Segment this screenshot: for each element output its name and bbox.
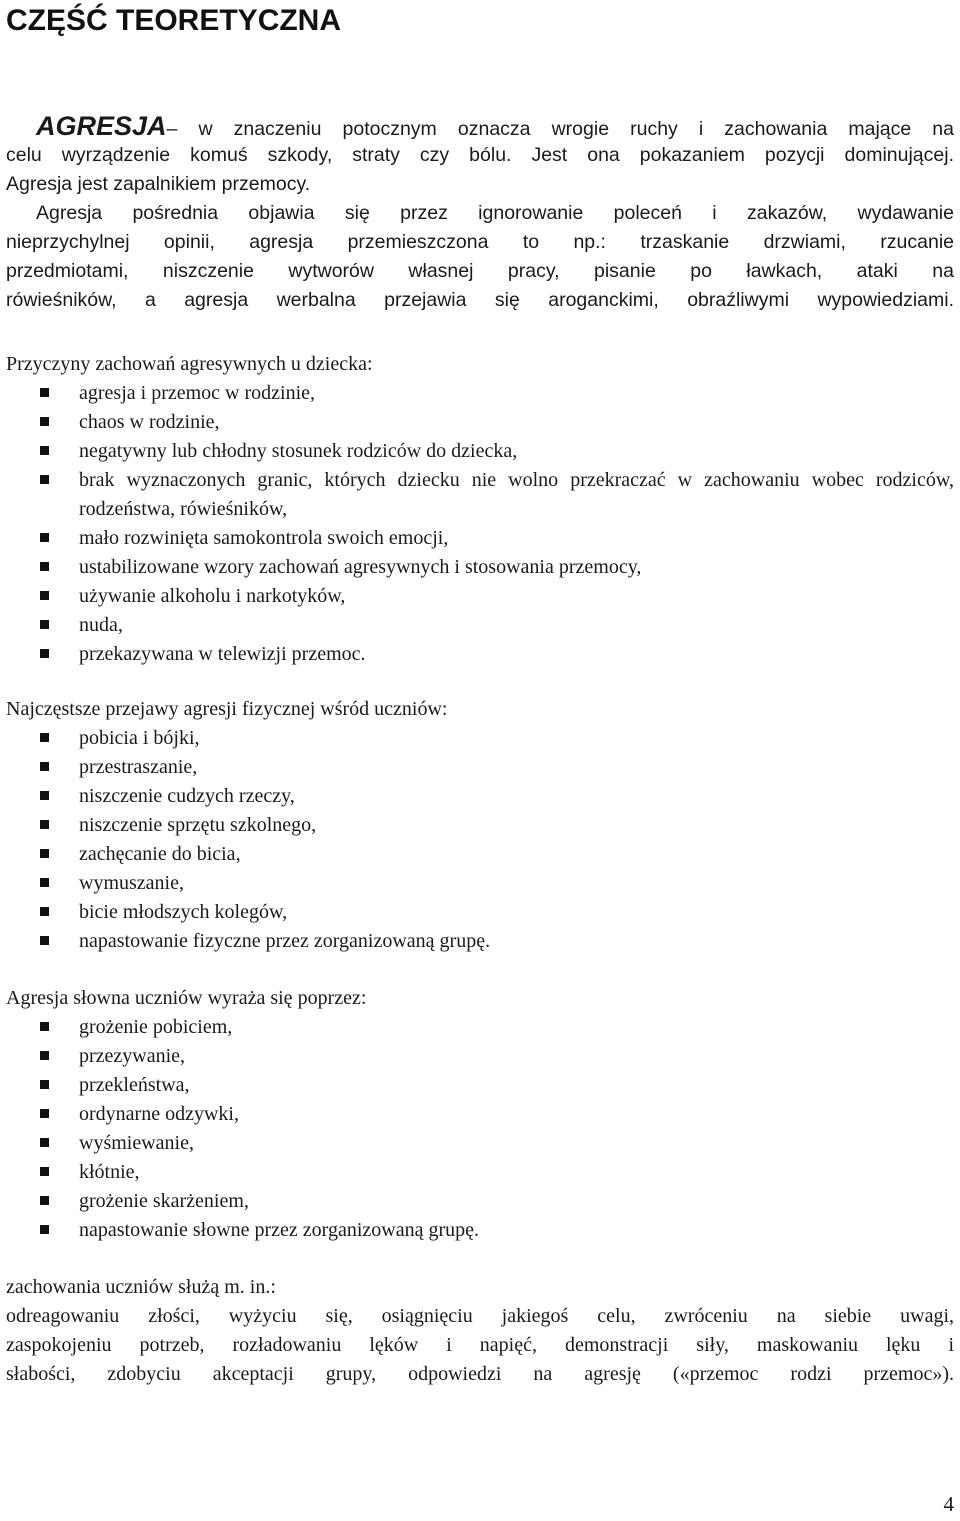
list-item: używanie alkoholu i narkotyków, [6,582,954,611]
list-item: wymuszanie, [6,869,954,898]
list-item: ustabilizowane wzory zachowań agresywnych i stosowania przemocy, [6,553,954,582]
intro-line-6: przedmiotami, niszczenie wytworów własnej pracy, pisanie po ławkach, ataki na [6,260,954,282]
physical-aggression-section [6,695,954,956]
list-item: nuda, [6,611,954,640]
bullet-square-icon [40,820,49,829]
bullet-square-icon [40,649,49,658]
causes-section [6,350,954,669]
bullet-square-icon [40,1109,49,1118]
list-item: grożenie skarżeniem, [6,1187,954,1216]
list-item: napastowanie fizyczne przez zorganizowaną grupę. [6,927,954,956]
bullet-square-icon [40,533,49,542]
page-number: 4 [943,1492,954,1516]
bullet-square-icon [40,878,49,887]
bullet-square-icon [40,936,49,945]
list-item: chaos w rodzinie, [6,408,954,437]
bullet-square-icon [40,907,49,916]
purpose-line-2: zaspokojeniu potrzeb, rozładowaniu lęków i napięć, demonstracji siły, maskowaniu lęku i [6,1334,954,1356]
intro-paragraph [6,112,954,315]
physical-list [6,724,954,956]
bullet-square-icon [40,562,49,571]
purpose-heading: zachowania uczniów służą m. in.: [6,1276,276,1298]
list-item: brak wyznaczonych granic, których dziecku nie wolno przekraczać w zachowaniu wobec rodziców, rodzeństwa, rówieśników, [6,466,954,524]
verbal-aggression-section [6,984,954,1245]
list-item: przestraszanie, [6,753,954,782]
list-item: mało rozwinięta samokontrola swoich emocji, [6,524,954,553]
physical-heading: Najczęstsze przejawy agresji fizycznej wśród uczniów: [6,698,448,720]
bullet-square-icon [40,475,49,484]
intro-line-5: nieprzychylnej opinii, agresja przemieszczona to np.: trzaskanie drzwiami, rzucanie [6,231,954,253]
list-item: niszczenie sprzętu szkolnego, [6,811,954,840]
list-item: grożenie pobiciem, [6,1013,954,1042]
bullet-square-icon [40,1167,49,1176]
intro-line-4: Agresja pośrednia objawia się przez ignorowanie poleceń i zakazów, wydawanie [36,202,954,224]
bullet-square-icon [40,733,49,742]
list-item: pobicia i bójki, [6,724,954,753]
list-item: napastowanie słowne przez zorganizowaną grupę. [6,1216,954,1245]
bullet-square-icon [40,762,49,771]
bullet-square-icon [40,446,49,455]
verbal-list [6,1013,954,1245]
list-item: zachęcanie do bicia, [6,840,954,869]
list-item: agresja i przemoc w rodzinie, [6,379,954,408]
list-item: wyśmiewanie, [6,1129,954,1158]
causes-heading: Przyczyny zachowań agresywnych u dziecka: [6,353,373,375]
intro-line-2: celu wyrządzenie komuś szkody, straty czy bólu. Jest ona pokazaniem pozycji dominującej. [6,144,954,166]
bullet-square-icon [40,791,49,800]
intro-line-1: AGRESJA– w znaczeniu potocznym oznacza wrogie ruchy i zachowania mające na [36,111,954,141]
bullet-square-icon [40,1196,49,1205]
bullet-square-icon [40,1080,49,1089]
list-item: kłótnie, [6,1158,954,1187]
purpose-line-1: odreagowaniu złości, wyżyciu się, osiągnięciu jakiegoś celu, zwróceniu na siebie uwagi, [6,1305,954,1327]
causes-list [6,379,954,669]
term-agresja: AGRESJA [36,111,167,141]
bullet-square-icon [40,849,49,858]
bullet-square-icon [40,1225,49,1234]
verbal-heading: Agresja słowna uczniów wyraża się poprzez: [6,987,367,1009]
intro-line-7: rówieśników, a agresja werbalna przejawia się aroganckimi, obraźliwymi wypowiedziami. [6,289,954,311]
purpose-line-3: słabości, zdobyciu akceptacji grupy, odpowiedzi na agresję («przemoc rodzi przemoc»). [6,1363,954,1385]
section-title: CZĘŚĆ TEORETYCZNA [6,4,342,37]
bullet-square-icon [40,1138,49,1147]
bullet-square-icon [40,1051,49,1060]
purpose-section [6,1273,954,1389]
bullet-square-icon [40,417,49,426]
bullet-square-icon [40,591,49,600]
list-item: bicie młodszych kolegów, [6,898,954,927]
list-item: ordynarne odzywki, [6,1100,954,1129]
list-item: niszczenie cudzych rzeczy, [6,782,954,811]
list-item: przekazywana w telewizji przemoc. [6,640,954,669]
bullet-square-icon [40,388,49,397]
bullet-square-icon [40,1022,49,1031]
list-item: negatywny lub chłodny stosunek rodziców do dziecka, [6,437,954,466]
list-item: przezywanie, [6,1042,954,1071]
intro-line-3: Agresja jest zapalnikiem przemocy. [6,173,311,195]
list-item: przekleństwa, [6,1071,954,1100]
bullet-square-icon [40,620,49,629]
